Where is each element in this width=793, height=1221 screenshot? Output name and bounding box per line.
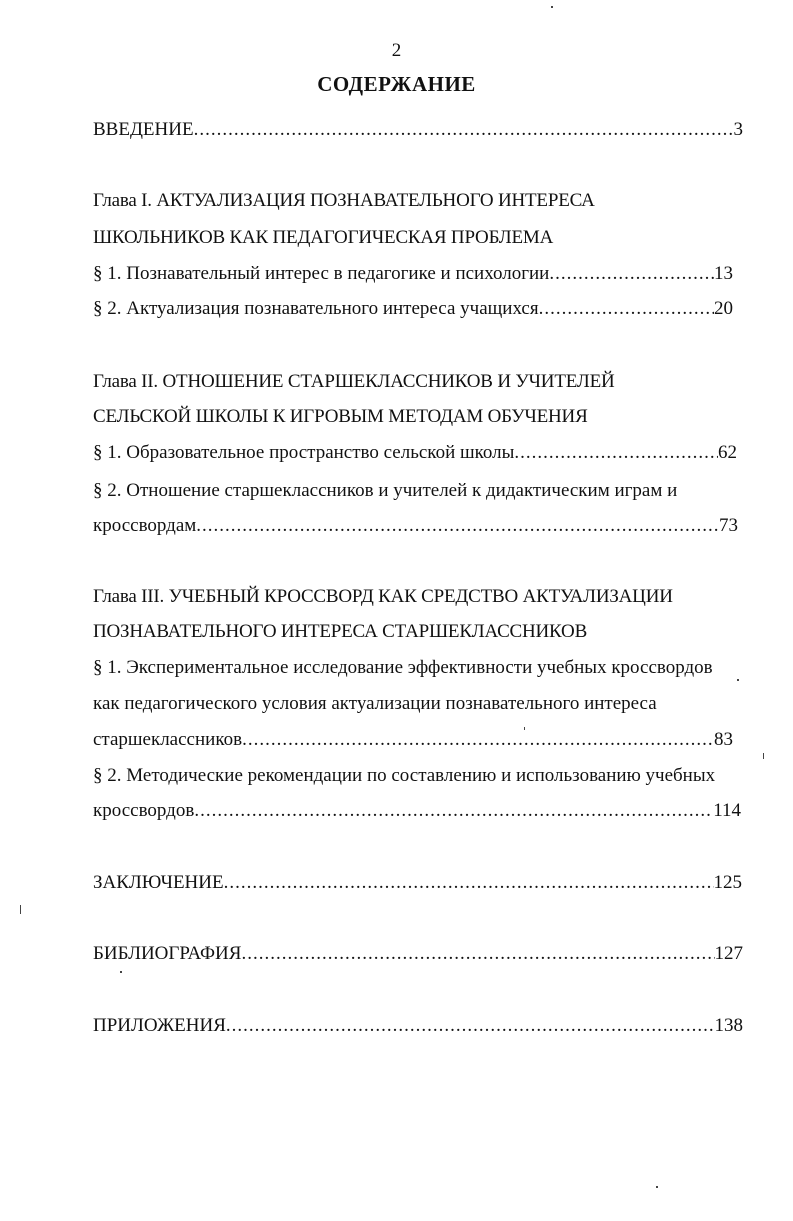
- toc-entry-ch1-s2: [93, 297, 733, 321]
- leader-dots: [196, 514, 719, 538]
- chapter-3-heading-line-2: ПОЗНАВАТЕЛЬНОГО ИНТЕРЕСА СТАРШЕКЛАССНИКОВ: [93, 621, 588, 642]
- toc-entry-ch3-s1: [93, 728, 733, 752]
- toc-entry-page: 138: [714, 1015, 743, 1036]
- toc-entry-ch2-s2-line-1: § 2. Отношение старшеклассников и учителей к дидактическим играм и: [93, 480, 678, 501]
- toc-entry-page: 73: [719, 515, 738, 536]
- toc-entry-bibliography: [93, 942, 743, 966]
- toc-entry-ch3-s1-line-1: § 1. Экспериментальное исследование эффективности учебных кроссвордов: [93, 657, 713, 678]
- toc-entry-conclusion: [93, 871, 742, 895]
- chapter-2-heading-line-1: Глава II. ОТНОШЕНИЕ СТАРШЕКЛАССНИКОВ И УЧИТЕЛЕЙ: [93, 371, 615, 392]
- scan-speck: [737, 679, 739, 681]
- toc-entry-label: § 2. Актуализация познавательного интереса учащихся: [93, 298, 539, 319]
- chapter-1-heading-line-2: ШКОЛЬНИКОВ КАК ПЕДАГОГИЧЕСКАЯ ПРОБЛЕМА: [93, 227, 554, 248]
- chapter-2-heading-line-2: СЕЛЬСКОЙ ШКОЛЫ К ИГРОВЫМ МЕТОДАМ ОБУЧЕНИЯ: [93, 406, 588, 427]
- toc-entry-label: ВВЕДЕНИЕ: [93, 119, 194, 140]
- scan-speck: [656, 1186, 658, 1188]
- toc-entry-page: 125: [713, 872, 742, 893]
- toc-entry-intro: [93, 118, 743, 142]
- toc-entry-page: 114: [713, 800, 741, 821]
- leader-dots: [549, 262, 714, 286]
- toc-entry-ch1-s1: [93, 262, 733, 286]
- toc-entry-label: § 1. Познавательный интерес в педагогике и психологии: [93, 263, 550, 284]
- toc-entry-label: старшеклассников: [93, 729, 243, 750]
- toc-entry-label: кроссвордов: [93, 800, 195, 821]
- leader-dots: [224, 871, 714, 895]
- chapter-1-heading-line-1: Глава I. АКТУАЛИЗАЦИЯ ПОЗНАВАТЕЛЬНОГО ИНТЕРЕСА: [93, 190, 595, 211]
- scan-speck: [763, 753, 764, 759]
- toc-entry-page: 62: [718, 442, 737, 463]
- toc-entry-ch2-s2: [93, 514, 738, 538]
- toc-entry-label: БИБЛИОГРАФИЯ: [93, 943, 242, 964]
- leader-dots: [539, 297, 714, 321]
- toc-entry-page: 127: [714, 943, 743, 964]
- leader-dots: [194, 118, 734, 142]
- toc-entry-label: ПРИЛОЖЕНИЯ: [93, 1015, 226, 1036]
- toc-entry-page: 13: [714, 263, 733, 284]
- leader-dots: [194, 799, 713, 823]
- leader-dots: [242, 728, 714, 752]
- toc-entry-page: 3: [733, 119, 743, 140]
- toc-entry-label: кроссвордам: [93, 515, 197, 536]
- toc-entry-label: ЗАКЛЮЧЕНИЕ: [93, 872, 224, 893]
- leader-dots: [226, 1014, 715, 1038]
- page-title: СОДЕРЖАНИЕ: [317, 72, 476, 96]
- toc-entry-appendices: [93, 1014, 743, 1038]
- toc-entry-ch3-s2: [93, 799, 741, 823]
- toc-entry-page: 20: [714, 298, 733, 319]
- toc-entry-ch2-s1: [93, 441, 737, 465]
- scan-speck: [20, 905, 21, 914]
- page-number: 2: [391, 40, 402, 61]
- leader-dots: [241, 942, 714, 966]
- toc-entry-ch3-s1-line-2: как педагогического условия актуализации познавательного интереса: [93, 693, 657, 714]
- toc-entry-page: 83: [714, 729, 733, 750]
- scan-speck: [524, 727, 525, 730]
- chapter-3-heading-line-1: Глава III. УЧЕБНЫЙ КРОССВОРД КАК СРЕДСТВО АКТУАЛИЗАЦИИ: [93, 586, 673, 607]
- toc-entry-ch3-s2-line-1: § 2. Методические рекомендации по составлению и использованию учебных: [93, 765, 716, 786]
- scan-speck: [551, 6, 553, 8]
- toc-entry-label: § 1. Образовательное пространство сельской школы: [93, 442, 515, 463]
- leader-dots: [514, 441, 718, 465]
- scan-speck: [120, 971, 122, 973]
